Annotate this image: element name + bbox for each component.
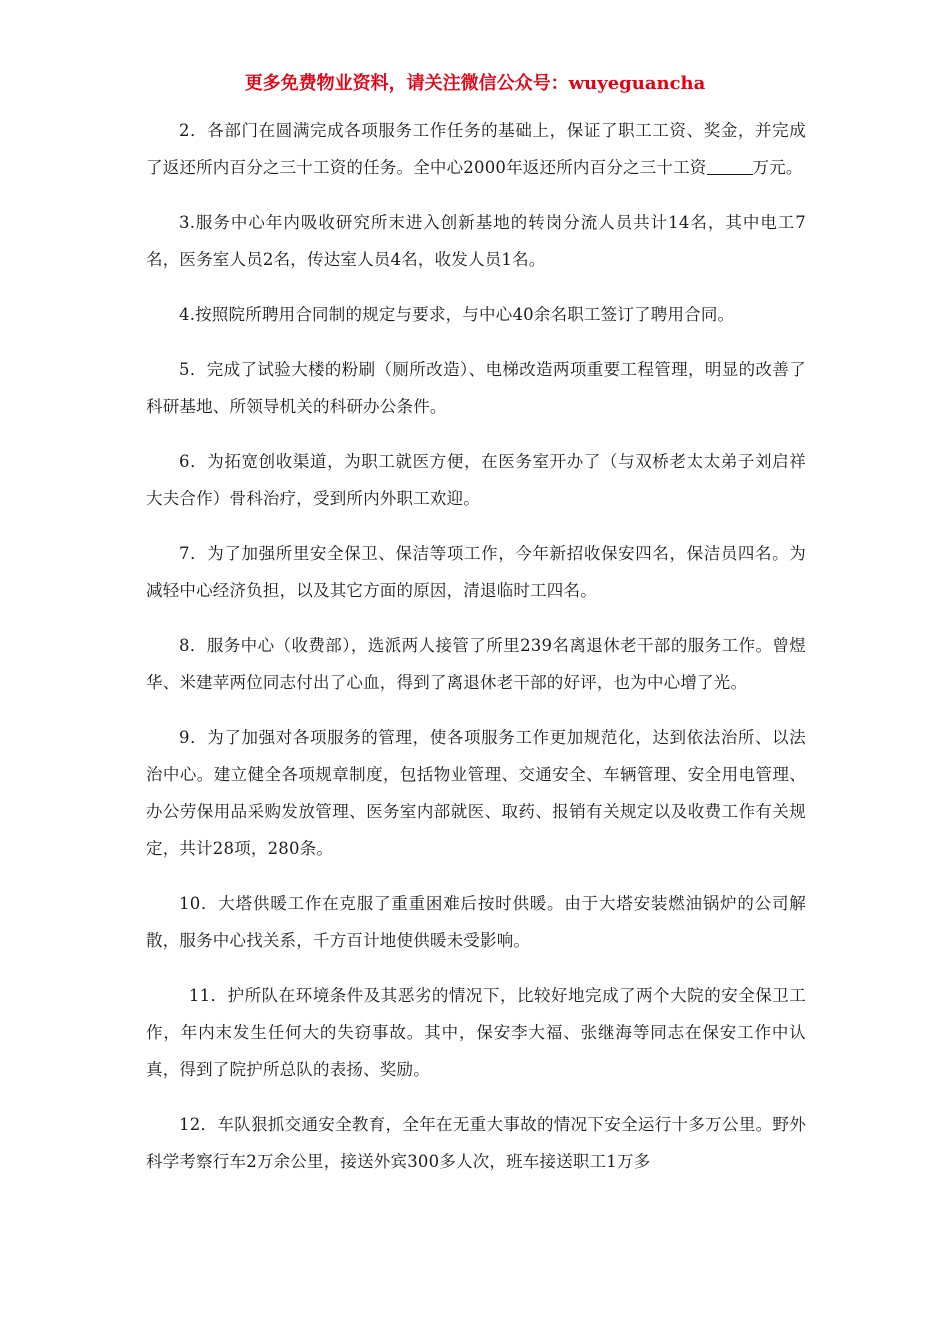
paragraph-12: 12．车队狠抓交通安全教育，全年在无重大事故的情况下安全运行十多万公里。野外科学考察行车2万余公里，接送外宾300多人次，班车接送职工1万多	[146, 1115, 806, 1171]
paragraph-2-tail: 万元。	[752, 158, 803, 177]
paragraph-2-text: 2．各部门在圆满完成各项服务工作任务的基础上，保证了职工工资、奖金，并完成了返还所内百分之三十工资的任务。全中心2000年返还所内百分之三十工资	[146, 121, 806, 177]
paragraph-6: 6．为拓宽创收渠道，为职工就医方便，在医务室开办了（与双桥老太太弟子刘启祥大夫合作）骨科治疗，受到所内外职工欢迎。	[146, 452, 806, 508]
fill-in-blank	[707, 154, 753, 175]
promo-banner: 更多免费物业资料，请关注微信公众号：wuyeguancha	[244, 73, 706, 94]
paragraph-5: 5．完成了试验大楼的粉刷（厕所改造）、电梯改造两项重要工程管理，明显的改善了科研基地、所领导机关的科研办公条件。	[146, 360, 806, 416]
paragraph-11: 11．护所队在环境条件及其恶劣的情况下，比较好地完成了两个大院的安全保卫工作，年内末发生任何大的失窃事故。其中，保安李大福、张继海等同志在保安工作中认真，得到了院护所总队的表扬、奖励。	[146, 986, 806, 1079]
paragraph-2	[146, 112, 806, 186]
paragraph-7: 7．为了加强所里安全保卫、保洁等项工作，今年新招收保安四名，保洁员四名。为减轻中心经济负担，以及其它方面的原因，清退临时工四名。	[146, 544, 806, 600]
document-body	[146, 112, 806, 1198]
paragraph-4: 4.按照院所聘用合同制的规定与要求，与中心40余名职工签订了聘用合同。	[179, 305, 735, 324]
paragraph-9: 9．为了加强对各项服务的管理，使各项服务工作更加规范化，达到依法治所、以法治中心。建立健全各项规章制度，包括物业管理、交通安全、车辆管理、安全用电管理、办公劳保用品采购发放管理、医务室内部就医、取药、报销有关规定以及收费工作有关规定，共计28项，280条。	[146, 728, 806, 858]
paragraph-3: 3.服务中心年内吸收研究所末进入创新基地的转岗分流人员共计14名，其中电工7名，医务室人员2名，传达室人员4名，收发人员1名。	[146, 213, 806, 269]
paragraph-10: 10．大塔供暖工作在克服了重重困难后按时供暖。由于大塔安装燃油锅炉的公司解散，服务中心找关系，千方百计地使供暖未受影响。	[146, 894, 806, 950]
paragraph-8: 8．服务中心（收费部），选派两人接管了所里239名离退休老干部的服务工作。曾煜华、米建苹两位同志付出了心血，得到了离退休老干部的好评，也为中心增了光。	[146, 636, 806, 692]
